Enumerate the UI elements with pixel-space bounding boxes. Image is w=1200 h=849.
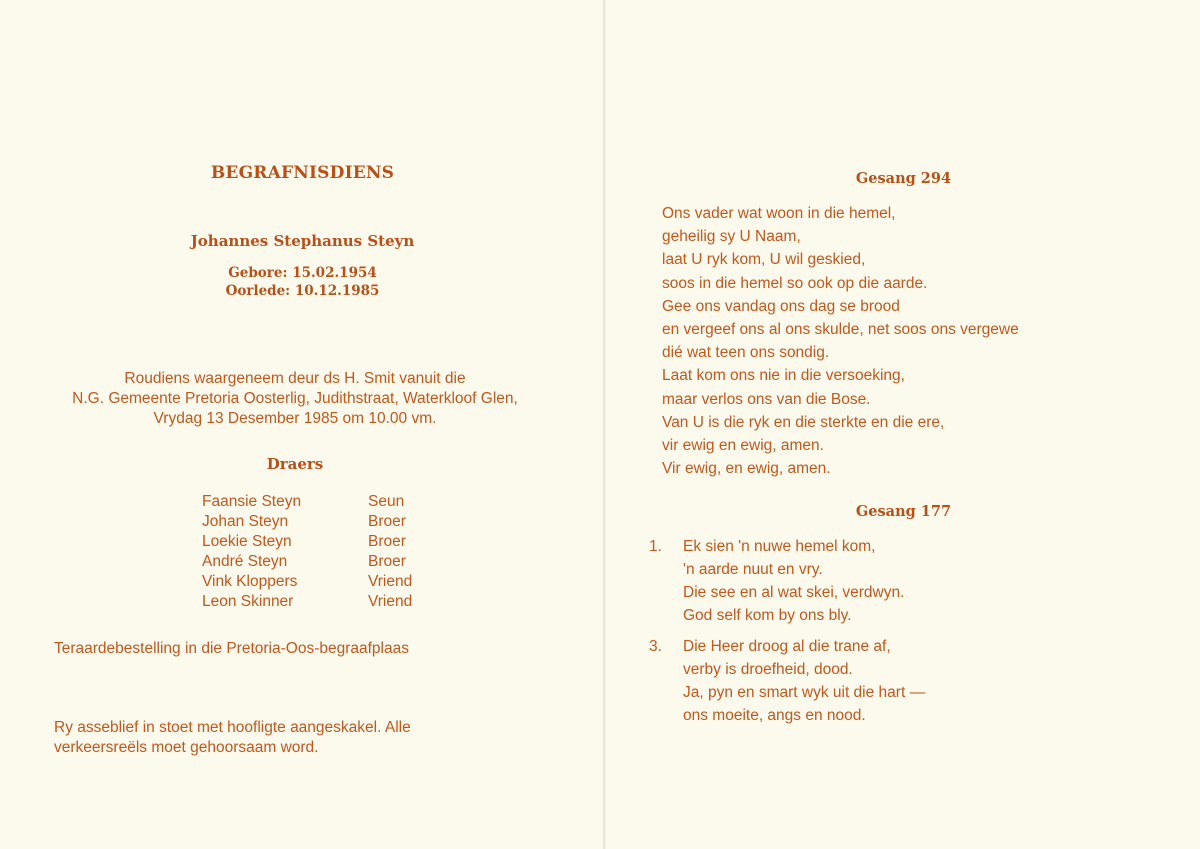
bearer-row bbox=[202, 572, 412, 592]
hymn-177-title: Gesang 177 bbox=[855, 503, 952, 520]
birth-date: Gebore: 15.02.1954 bbox=[228, 265, 377, 281]
bearer-relation: Broer bbox=[368, 533, 406, 550]
bearer-name: Leon Skinner bbox=[202, 593, 294, 610]
hymn-line: Ek sien 'n nuwe hemel kom, bbox=[683, 538, 876, 555]
notice-line: Ry asseblief in stoet met hoofligte aangeskakel. Alle bbox=[54, 719, 411, 736]
hymn-line: geheilig sy U Naam, bbox=[662, 228, 801, 246]
document-title: BEGRAFNISDIENS bbox=[210, 163, 395, 183]
hymn-line: Die see en al wat skei, verdwyn. bbox=[683, 584, 905, 601]
bearers-list bbox=[202, 492, 412, 612]
service-line: Vrydag 13 Desember 1985 om 10.00 vm. bbox=[153, 410, 437, 427]
hymn-line: Ons vader wat woon in die hemel, bbox=[662, 205, 896, 222]
bearer-name: Vink Kloppers bbox=[202, 573, 298, 590]
bearers-heading: Draers bbox=[266, 455, 324, 473]
verse-number: 1. bbox=[649, 538, 662, 555]
bearer-relation: Broer bbox=[368, 513, 406, 530]
deceased-name: Johannes Stephanus Steyn bbox=[190, 232, 415, 250]
hymn-line: verby is droefheid, dood. bbox=[683, 661, 853, 678]
hymn-line: Gee ons vandag ons dag se brood bbox=[662, 297, 900, 315]
bearer-name: André Steyn bbox=[202, 553, 288, 570]
hymn-line: Ja, pyn en smart wyk uit die hart — bbox=[683, 684, 926, 701]
procession-notice bbox=[54, 718, 411, 758]
bearer-name: Johan Steyn bbox=[202, 513, 289, 530]
hymn-294-text bbox=[662, 202, 1019, 480]
bearer-name: Faansie Steyn bbox=[202, 493, 302, 510]
bearer-row bbox=[202, 552, 412, 572]
service-line: Roudiens waargeneem deur ds H. Smit vanuit die bbox=[124, 370, 466, 387]
hymn-line: vir ewig en ewig, amen. bbox=[662, 437, 824, 455]
hymn-line: God self kom by ons bly. bbox=[683, 607, 852, 624]
bearer-relation: Broer bbox=[368, 553, 406, 570]
burial-location: Teraardebestelling in die Pretoria-Oos-begraafplaas bbox=[54, 640, 409, 657]
hymn-line: 'n aarde nuut en vry. bbox=[683, 561, 823, 578]
bearer-row bbox=[202, 592, 412, 612]
notice-line: verkeersreëls moet gehoorsaam word. bbox=[54, 739, 319, 756]
hymn-line: Van U is die ryk en die sterkte en die ere, bbox=[662, 413, 945, 431]
verse-number: 3. bbox=[649, 638, 662, 655]
hymn-line: Vir ewig, en ewig, amen. bbox=[662, 460, 831, 478]
bearer-row bbox=[202, 512, 412, 532]
life-dates bbox=[0, 264, 605, 300]
page-fold bbox=[603, 0, 606, 849]
bearer-relation: Vriend bbox=[368, 593, 413, 610]
bearer-relation: Vriend bbox=[368, 573, 413, 590]
hymn-294-title: Gesang 294 bbox=[855, 170, 952, 187]
bearer-relation: Seun bbox=[368, 493, 405, 510]
hymn-line: laat U ryk kom, U wil geskied, bbox=[662, 251, 866, 269]
hymn-line: dié wat teen ons sondig. bbox=[662, 344, 830, 362]
hymn-line: en vergeef ons al ons skulde, net soos ons vergewe bbox=[662, 321, 1019, 339]
bearer-row bbox=[202, 492, 412, 512]
hymn-177-text bbox=[649, 535, 925, 735]
service-details bbox=[0, 369, 590, 429]
death-date: Oorlede: 10.12.1985 bbox=[225, 283, 380, 299]
hymn-line: maar verlos ons van die Bose. bbox=[662, 390, 871, 408]
bearer-row bbox=[202, 532, 412, 552]
service-line: N.G. Gemeente Pretoria Oosterlig, Judithstraat, Waterkloof Glen, bbox=[72, 390, 518, 407]
hymn-line: soos in die hemel so ook op die aarde. bbox=[662, 274, 928, 292]
hymn-line: Die Heer droog al die trane af, bbox=[683, 638, 891, 655]
bearer-name: Loekie Steyn bbox=[202, 533, 292, 550]
hymn-verse bbox=[649, 535, 925, 627]
hymn-line: ons moeite, angs en nood. bbox=[683, 707, 866, 724]
hymn-verse bbox=[649, 635, 925, 727]
hymn-line: Laat kom ons nie in die versoeking, bbox=[662, 367, 905, 385]
